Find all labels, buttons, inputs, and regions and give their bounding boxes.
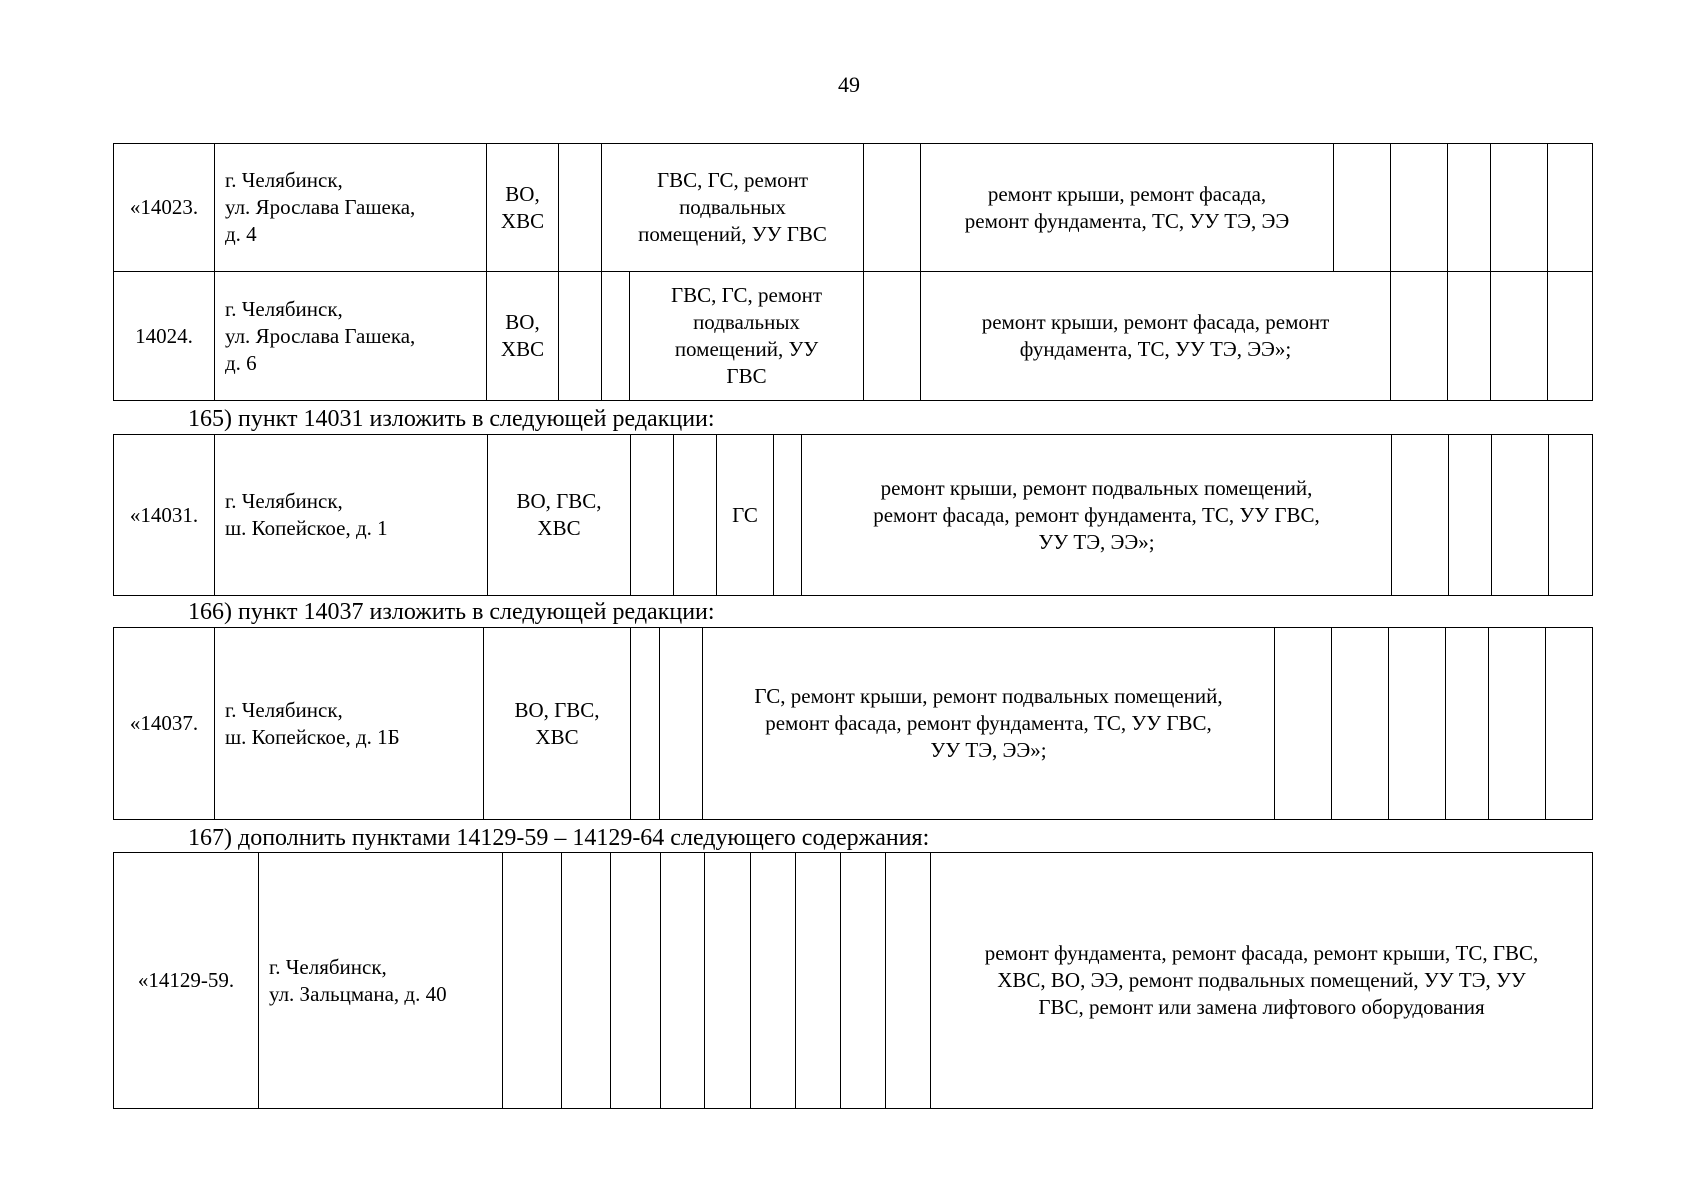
empty-cell — [1489, 628, 1546, 820]
empty-cell — [751, 853, 796, 1109]
empty-cell — [1548, 144, 1593, 272]
empty-cell — [1548, 272, 1593, 401]
empty-cell — [559, 144, 602, 272]
works-cell: ремонт крыши, ремонт подвальных помещений, ремонт фасада, ремонт фундамента, ТС, УУ ГВС, УУ ТЭ, ЭЭ»; — [802, 435, 1392, 596]
empty-cell — [1389, 628, 1446, 820]
empty-cell — [1448, 272, 1491, 401]
address-cell: г. Челябинск, ш. Копейское, д. 1 — [215, 435, 488, 596]
works-cell: ГС, ремонт крыши, ремонт подвальных помещений, ремонт фасада, ремонт фундамента, ТС, УУ ГВС, УУ ТЭ, ЭЭ»; — [703, 628, 1275, 820]
table-item-14031 — [113, 434, 1593, 596]
instruction-166: 166) пункт 14037 изложить в следующей редакции: — [188, 599, 715, 625]
instruction-165: 165) пункт 14031 изложить в следующей редакции: — [188, 406, 715, 432]
works-cell-a: ГВС, ГС, ремонт подвальных помещений, УУ ГВС — [630, 272, 864, 401]
empty-cell — [1491, 144, 1548, 272]
works-cell-a: ГВС, ГС, ремонт подвальных помещений, УУ ГВС — [602, 144, 864, 272]
systems-cell: ВО, ГВС, ХВС — [484, 628, 631, 820]
empty-cell — [796, 853, 841, 1109]
table-item-14037 — [113, 627, 1593, 820]
empty-cell — [1492, 435, 1549, 596]
address-cell: г. Челябинск, ш. Копейское, д. 1Б — [215, 628, 484, 820]
item-number: 14024. — [114, 272, 215, 401]
empty-cell — [602, 272, 630, 401]
table-items-14023-14024 — [113, 143, 1593, 401]
empty-cell — [705, 853, 751, 1109]
address-cell: г. Челябинск, ул. Зальцмана, д. 40 — [259, 853, 503, 1109]
item-number: «14129-59. — [114, 853, 259, 1109]
empty-cell — [660, 628, 703, 820]
empty-cell — [1549, 435, 1593, 596]
empty-cell — [503, 853, 562, 1109]
empty-cell — [674, 435, 717, 596]
empty-cell — [1448, 144, 1491, 272]
empty-cell — [1546, 628, 1593, 820]
gs-cell: ГС — [717, 435, 774, 596]
empty-cell — [562, 853, 611, 1109]
item-number: «14031. — [114, 435, 215, 596]
empty-cell — [631, 628, 660, 820]
works-cell: ремонт фундамента, ремонт фасада, ремонт крыши, ТС, ГВС, ХВС, ВО, ЭЭ, ремонт подвальных помещений, УУ ТЭ, УУ ГВС, ремонт или замена лифтового оборудования — [931, 853, 1593, 1109]
systems-cell: ВО, ХВС — [487, 272, 559, 401]
empty-cell — [841, 853, 886, 1109]
empty-cell — [661, 853, 705, 1109]
empty-cell — [864, 144, 921, 272]
empty-cell — [1391, 144, 1448, 272]
systems-cell: ВО, ХВС — [487, 144, 559, 272]
table-row — [114, 144, 1593, 272]
empty-cell — [1332, 628, 1389, 820]
instruction-167: 167) дополнить пунктами 14129-59 – 14129-64 следующего содержания: — [188, 825, 930, 851]
empty-cell — [631, 435, 674, 596]
works-cell-b: ремонт крыши, ремонт фасада, ремонт фундамента, ТС, УУ ТЭ, ЭЭ — [921, 144, 1334, 272]
empty-cell — [1491, 272, 1548, 401]
empty-cell — [611, 853, 661, 1109]
address-cell: г. Челябинск, ул. Ярослава Гашека, д. 6 — [215, 272, 487, 401]
table-row — [114, 628, 1593, 820]
table-row — [114, 435, 1593, 596]
table-row — [114, 853, 1593, 1109]
empty-cell — [1392, 435, 1449, 596]
empty-cell — [864, 272, 921, 401]
table-item-14129-59 — [113, 852, 1593, 1109]
empty-cell — [1334, 144, 1391, 272]
systems-cell: ВО, ГВС, ХВС — [488, 435, 631, 596]
empty-cell — [1449, 435, 1492, 596]
empty-cell — [1275, 628, 1332, 820]
item-number: «14037. — [114, 628, 215, 820]
empty-cell — [1446, 628, 1489, 820]
page-number: 49 — [838, 72, 860, 97]
empty-cell — [559, 272, 602, 401]
empty-cell — [1391, 272, 1448, 401]
works-cell-b: ремонт крыши, ремонт фасада, ремонт фундамента, ТС, УУ ТЭ, ЭЭ»; — [921, 272, 1391, 401]
empty-cell — [886, 853, 931, 1109]
table-row — [114, 272, 1593, 401]
empty-cell — [774, 435, 802, 596]
address-cell: г. Челябинск, ул. Ярослава Гашека, д. 4 — [215, 144, 487, 272]
item-number: «14023. — [114, 144, 215, 272]
